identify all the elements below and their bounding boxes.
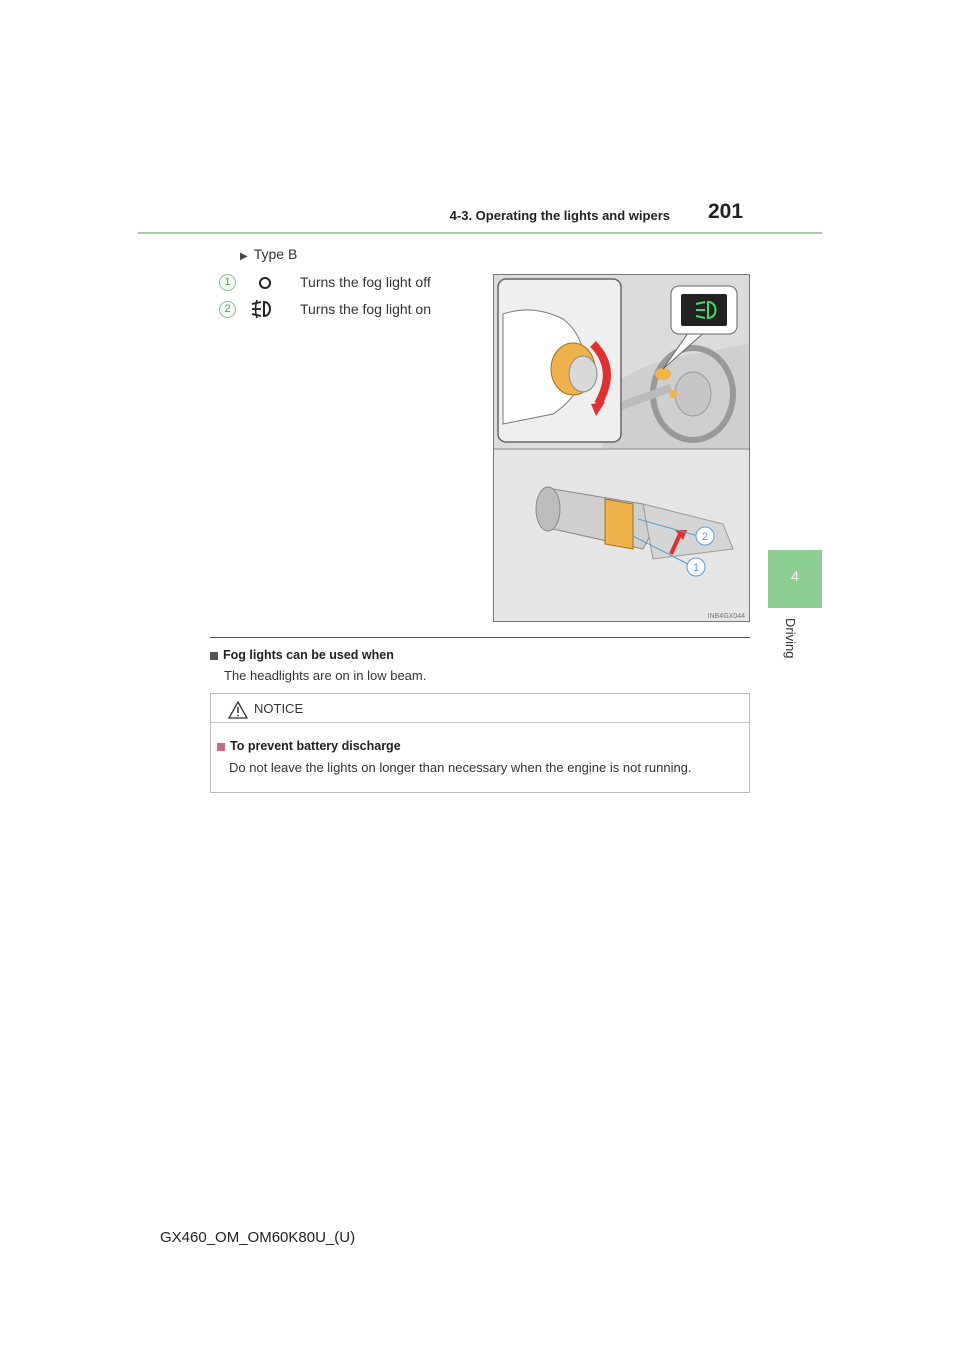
battery-body: Do not leave the lights on longer than necessary when the engine is not running. <box>229 760 692 775</box>
notice-title: NOTICE <box>254 701 304 716</box>
fog-lights-body: The headlights are on in low beam. <box>224 668 427 683</box>
header-divider <box>138 232 822 234</box>
battery-heading-text: To prevent battery discharge <box>230 739 401 753</box>
section-title: 4-3. Operating the lights and wipers <box>449 208 670 223</box>
illustration-callout-1: 1 <box>692 562 700 574</box>
fog-light-switch-illustration <box>493 274 750 622</box>
notice-box <box>210 693 750 793</box>
fog-light-off-icon <box>257 275 273 291</box>
footer-code: GX460_OM_OM60K80U_(U) <box>160 1229 356 1246</box>
item-description-2: Turns the fog light on <box>300 301 432 317</box>
fog-lights-heading <box>210 648 394 662</box>
type-label <box>240 246 297 262</box>
square-bullet-icon <box>210 652 218 660</box>
chapter-label-container <box>760 618 830 678</box>
warning-triangle-icon <box>228 701 248 719</box>
fog-lights-heading-text: Fog lights can be used when <box>223 648 394 662</box>
fog-light-on-icon <box>250 299 276 319</box>
item-description-1: Turns the fog light off <box>300 274 431 290</box>
page-number: 201 <box>708 200 744 223</box>
section-divider <box>210 637 750 638</box>
notice-divider <box>211 722 749 723</box>
chapter-label: Driving <box>783 618 798 659</box>
chapter-tab <box>768 550 822 608</box>
battery-heading <box>217 739 401 753</box>
item-number-1: 1 <box>219 274 236 291</box>
illustration-callout-2: 2 <box>701 531 709 543</box>
square-bullet-icon <box>217 743 225 751</box>
item-number-2: 2 <box>219 301 236 318</box>
illustration-code: INB4GX044 <box>707 613 745 620</box>
type-label-text: Type B <box>253 246 298 262</box>
triangle-right-icon: ▶ <box>240 251 248 262</box>
chapter-number: 4 <box>791 568 799 584</box>
